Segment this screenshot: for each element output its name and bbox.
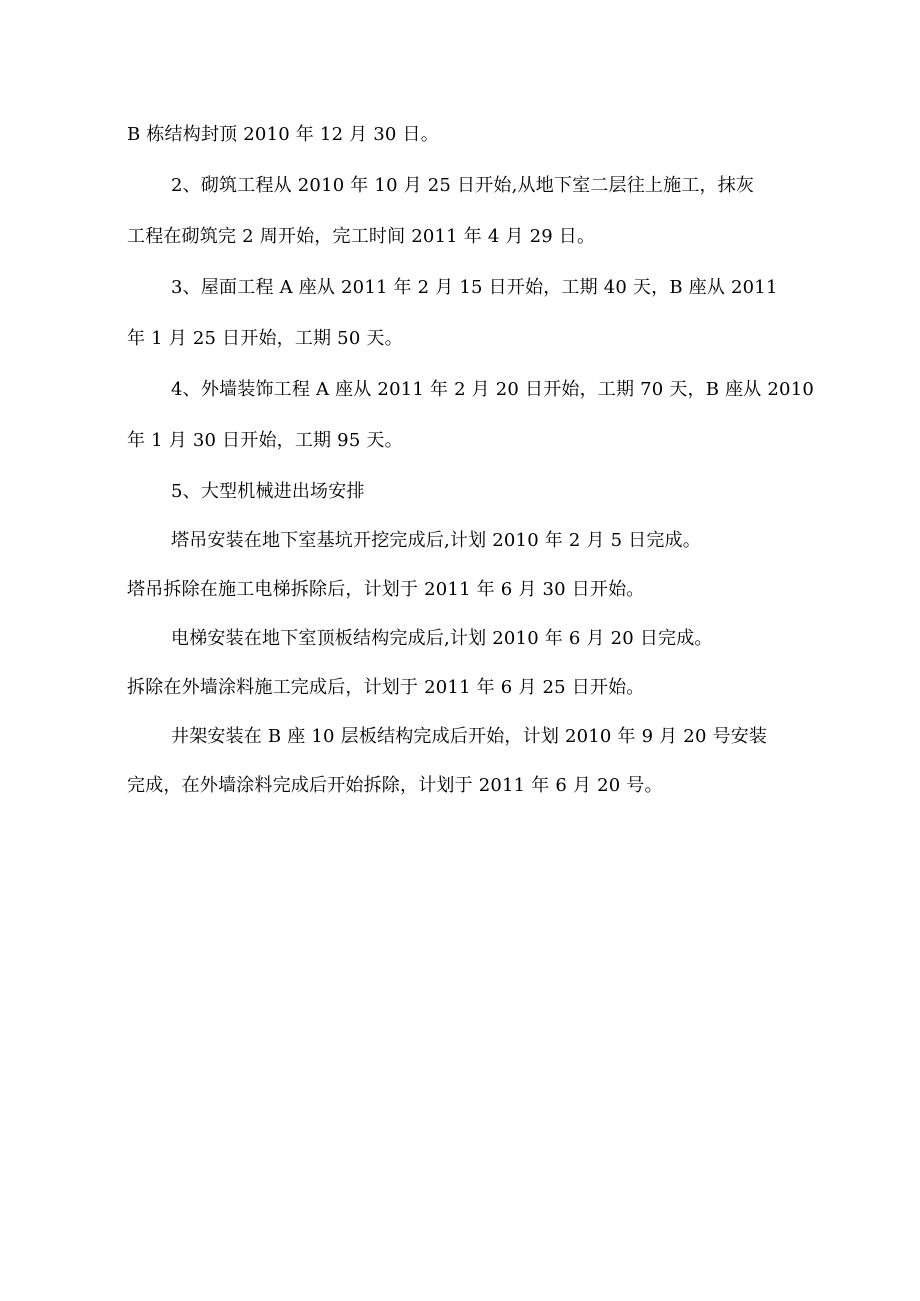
paragraph-line: 年 1 月 30 日开始，工期 95 天。 <box>127 430 403 451</box>
section-heading: 5、大型机械进出场安排 <box>171 481 365 502</box>
paragraph-line: 塔吊安装在地下室基坑开挖完成后,计划 2010 年 2 月 5 日完成。 <box>171 530 701 551</box>
paragraph-line: 完成，在外墙涂料完成后开始拆除，计划于 2011 年 6 月 20 号。 <box>127 775 663 796</box>
paragraph-line: 塔吊拆除在施工电梯拆除后，计划于 2011 年 6 月 30 日开始。 <box>127 579 645 600</box>
paragraph-line: 拆除在外墙涂料施工完成后，计划于 2011 年 6 月 25 日开始。 <box>127 677 645 698</box>
paragraph-line: 2、砌筑工程从 2010 年 10 月 25 日开始,从地下室二层往上施工，抹灰 <box>171 175 755 196</box>
paragraph-line: 年 1 月 25 日开始，工期 50 天。 <box>127 328 403 349</box>
paragraph-line: B 栋结构封顶 2010 年 12 月 30 日。 <box>127 124 439 145</box>
paragraph-line: 工程在砌筑完 2 周开始，完工时间 2011 年 4 月 29 日。 <box>127 226 596 247</box>
paragraph-line: 3、屋面工程 A 座从 2011 年 2 月 15 日开始，工期 40 天，B 座从 2011 <box>171 277 778 298</box>
paragraph-line: 电梯安装在地下室顶板结构完成后,计划 2010 年 6 月 20 日完成。 <box>171 628 713 649</box>
document-body <box>127 118 815 820</box>
paragraph-line: 4、外墙装饰工程 A 座从 2011 年 2 月 20 日开始，工期 70 天，B 座从 2010 <box>171 379 815 400</box>
paragraph-line: 井架安装在 B 座 10 层板结构完成后开始，计划 2010 年 9 月 20 号安装 <box>171 726 768 747</box>
